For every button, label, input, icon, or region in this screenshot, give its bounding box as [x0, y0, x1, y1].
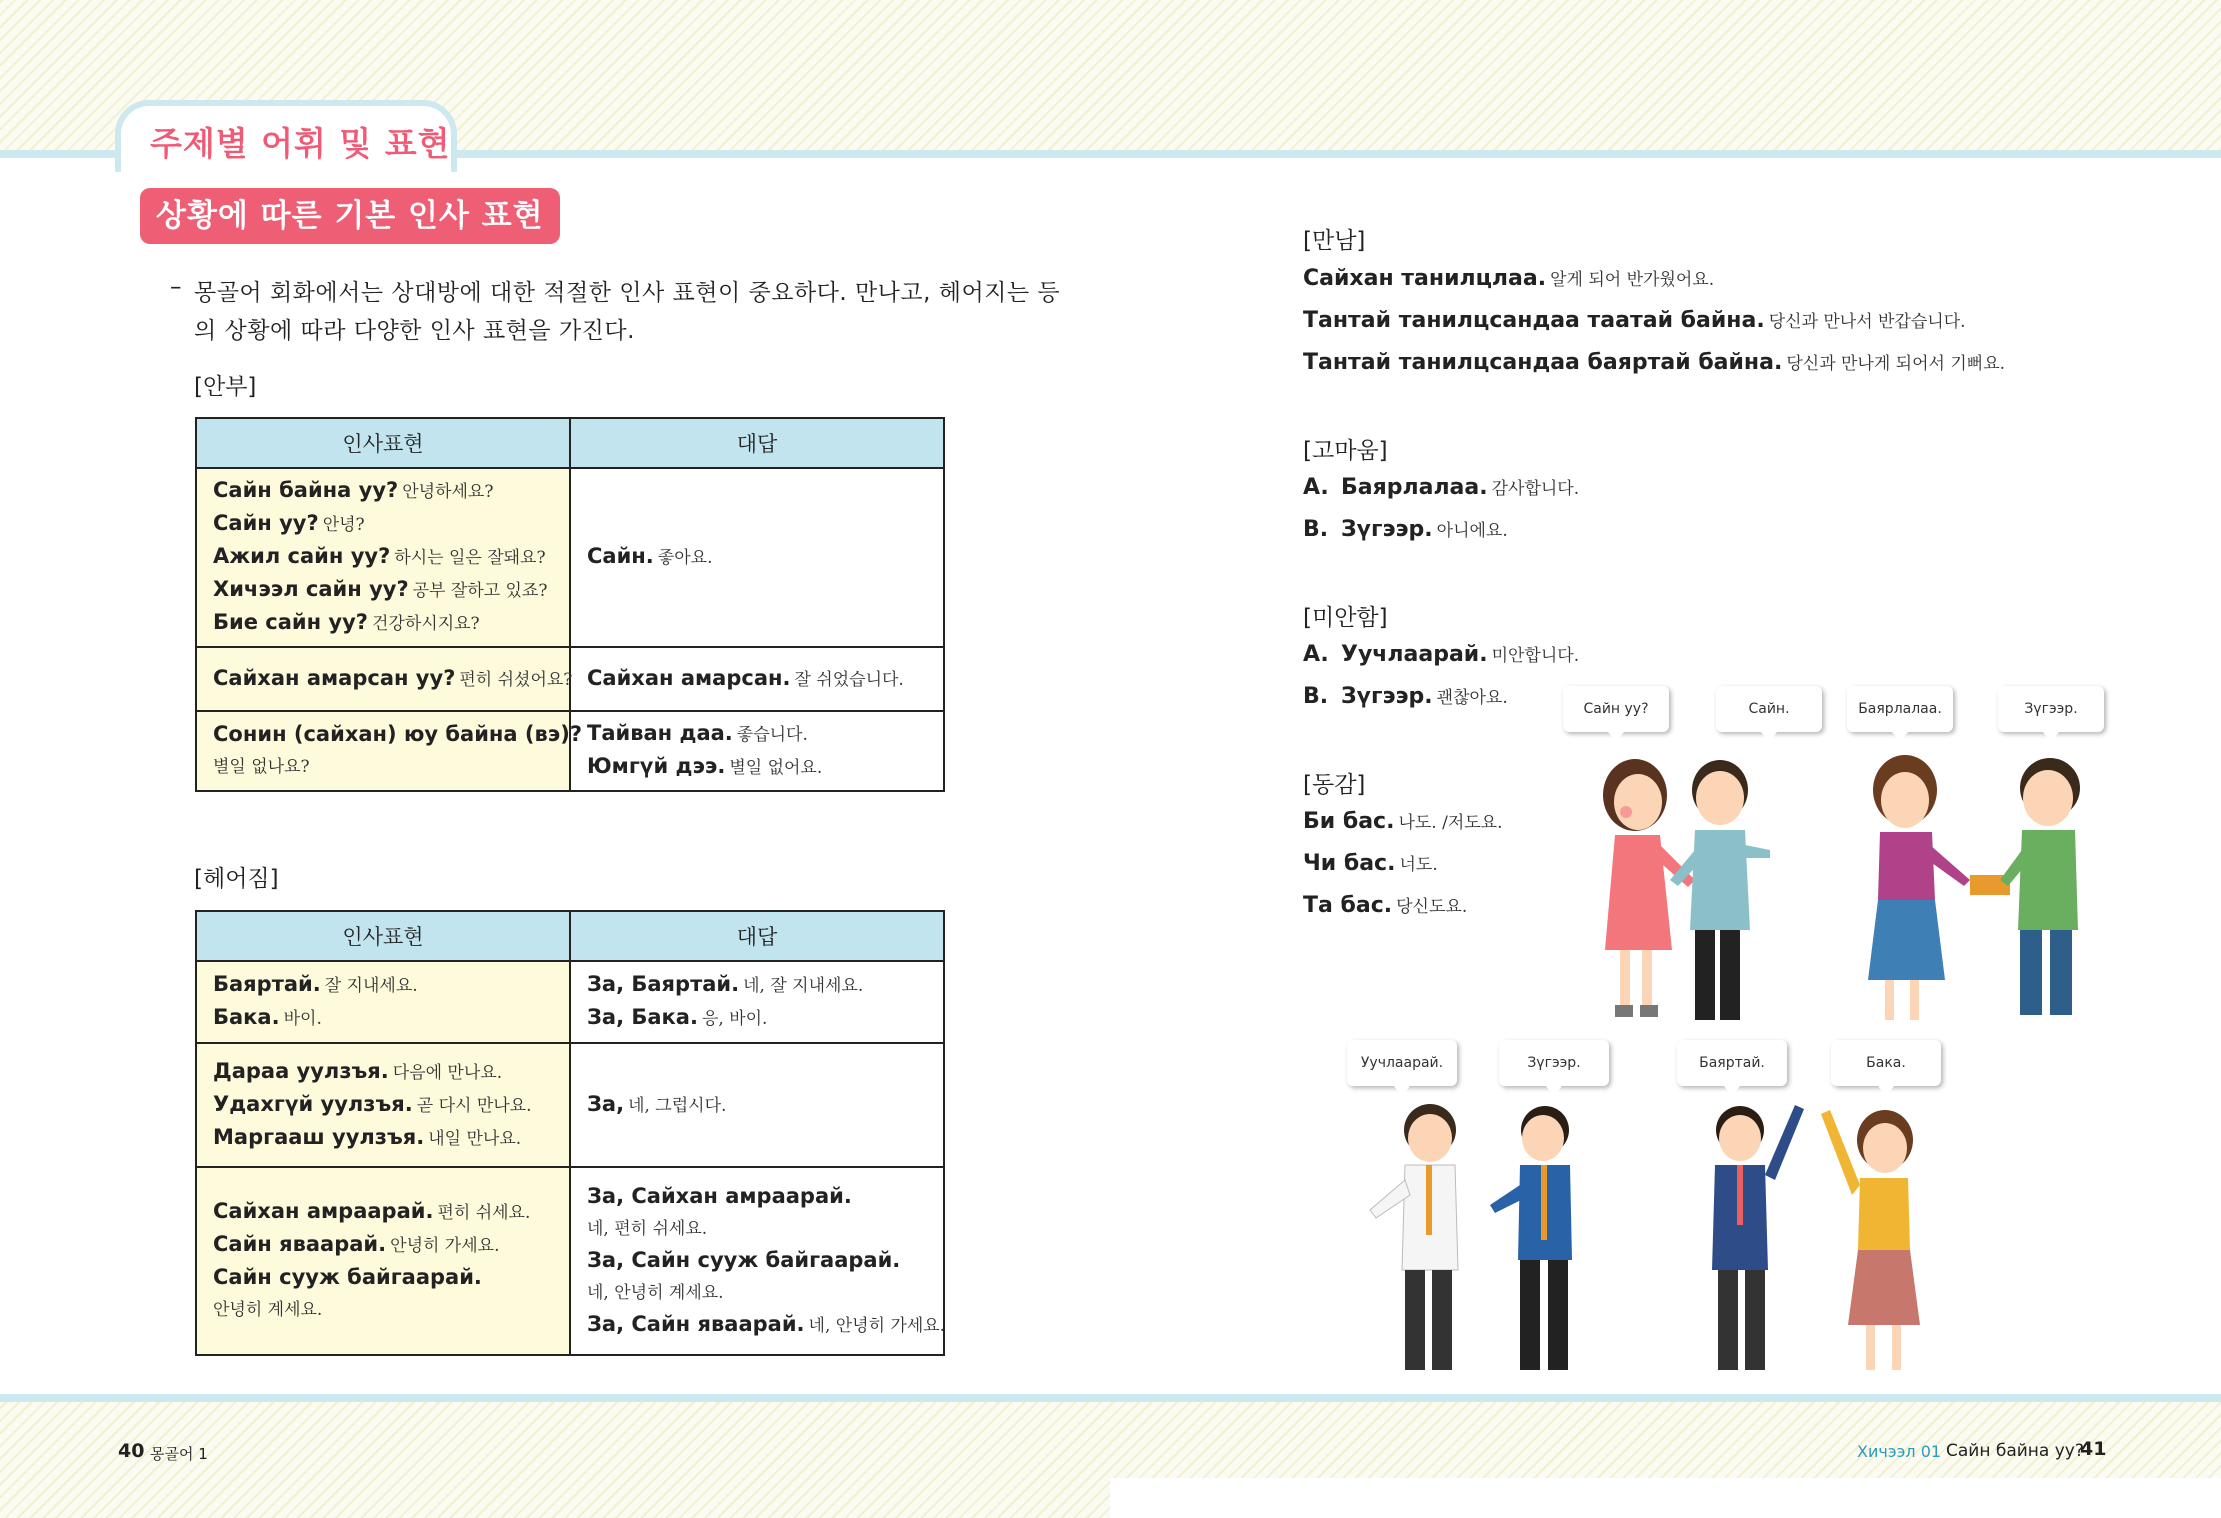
korean-text: 하시는 일은 잘돼요? [394, 548, 546, 568]
korean-text: 아니에요. [1436, 521, 1508, 541]
page-number-left: 40 [118, 1440, 145, 1462]
korean-text: 네, 그럽시다. [628, 1095, 727, 1116]
answer-cell [570, 468, 944, 647]
korean-text: 당신과 만나서 반갑습니다. [1768, 312, 1966, 332]
answer-cell [570, 961, 944, 1043]
mongolian-text: Та бас. [1303, 893, 1393, 918]
woman-yellow-top [1821, 1110, 1920, 1370]
man-white-shirt [1370, 1104, 1458, 1370]
expression-row [1303, 808, 1503, 834]
korean-text: 감사합니다. [1491, 479, 1580, 499]
mongolian-text: Дараа уулзъя. [213, 1058, 389, 1083]
mongolian-text: Юмгүй дээ. [587, 754, 726, 778]
mongolian-text: Уучлаарай. [1341, 642, 1488, 667]
expression-row [1303, 683, 1508, 709]
heeojim-label: [헤어짐] [194, 866, 279, 892]
mongolian-text: Бака. [213, 1005, 280, 1029]
expression-cell [196, 1043, 570, 1167]
korean-text: 안녕히 가세요. [390, 1236, 500, 1256]
expression-cell [196, 647, 573, 711]
expression-cell [196, 961, 570, 1043]
korean-text: 당신도요. [1396, 897, 1468, 917]
expression-row [1303, 641, 1579, 667]
mongolian-text: Сайхан амраарай. [213, 1199, 434, 1223]
answer-cell [570, 1167, 944, 1355]
mongolian-text: Удахгүй уулзъя. [213, 1091, 413, 1116]
korean-text: 바이. [283, 1009, 322, 1029]
mongolian-text: Зүгээр. [1341, 684, 1433, 709]
speech-bubble: Зүгээр. [1998, 686, 2104, 732]
mongolian-text: За, Бака. [587, 1005, 698, 1029]
speech-bubble: Бака. [1831, 1040, 1941, 1086]
section-title: 주제별 어휘 및 표현 [150, 124, 451, 163]
mongolian-text: Маргааш уулзъя. [213, 1124, 425, 1149]
speech-bubble: Зүгээр. [1499, 1040, 1609, 1086]
korean-text: 편히 쉬셨어요? [459, 669, 573, 690]
korean-text: 나도. /저도요. [1398, 813, 1503, 833]
woman-purple-top [1868, 755, 1970, 1020]
table-row [196, 647, 944, 711]
mongolian-text: Тантай танилцсандаа баяртай байна. [1303, 350, 1783, 375]
expression-row [1303, 474, 1579, 500]
mannam-label: [만남] [1303, 228, 1366, 254]
table-row [196, 961, 944, 1043]
korean-text: 잘 지내세요. [324, 976, 418, 996]
speaker-label: A. [1303, 475, 1329, 500]
anbu-table [195, 417, 945, 792]
book-title: 몽골어 1 [150, 1445, 208, 1463]
expression-cell [196, 468, 570, 647]
speaker-label: A. [1303, 642, 1329, 667]
table-header-row [196, 911, 944, 961]
speech-bubble: Сайн. [1716, 686, 1822, 732]
mongolian-text: Сайн байна уу? [213, 478, 399, 502]
mongolian-text: Тантай танилцсандаа таатай байна. [1303, 308, 1765, 333]
intro-line: 의 상황에 따라 다양한 인사 표현을 가진다. [194, 318, 635, 344]
page-edge [1110, 1478, 2221, 1518]
header-answer: 대답 [570, 911, 944, 961]
answer-cell [570, 711, 944, 791]
mianham-label: [미안함] [1303, 605, 1388, 631]
answer-cell [570, 647, 944, 711]
mongolian-text: Сайн. [587, 544, 654, 568]
mongolian-text: Сайхан амарсан уу? [213, 665, 456, 690]
korean-text: 알게 되어 반가웠어요. [1550, 270, 1715, 290]
page-number-right: 41 [2080, 1438, 2107, 1460]
mongolian-text: За, Баяртай. [587, 972, 740, 996]
answer-cell [570, 1043, 944, 1167]
table-row [196, 1167, 944, 1355]
korean-text: 건강하시지요? [372, 614, 480, 634]
korean-text: 안녕하세요? [402, 482, 494, 502]
korean-text: 잘 쉬었습니다. [794, 669, 904, 690]
korean-text: 미안합니다. [1491, 646, 1580, 666]
gomaum-label: [고마움] [1303, 438, 1388, 464]
mongolian-text: Сайн уу? [213, 511, 319, 535]
korean-text: 네, 안녕히 계세요. [587, 1282, 724, 1303]
expression-cell [196, 1167, 570, 1355]
korean-text: 안녕히 계세요. [213, 1300, 323, 1320]
anbu-label: [안부] [194, 374, 257, 400]
korean-text: 너도. [1399, 855, 1438, 875]
subsection-badge: 상황에 따른 기본 인사 표현 [140, 188, 560, 244]
korean-text: 별일 없어요. [729, 758, 823, 778]
speech-bubble: Уучлаарай. [1347, 1040, 1457, 1086]
woman-pink-dress [1603, 759, 1695, 1017]
korean-text: 내일 만나요. [428, 1128, 522, 1149]
table-row [196, 468, 944, 647]
heeojim-table [195, 910, 945, 1356]
mongolian-text: Зүгээр. [1341, 517, 1433, 542]
mongolian-text: Баяртай. [213, 972, 321, 996]
speaker-label: B. [1303, 684, 1329, 709]
bottom-divider [0, 1394, 2221, 1402]
korean-text: 네, 편히 쉬세요. [587, 1218, 708, 1239]
intro-line: 몽골어 회화에서는 상대방에 대한 적절한 인사 표현이 중요하다. 만나고, 헤어지는 등 [194, 280, 1061, 306]
mongolian-text: За, Сайн сууж байгаарай. [587, 1247, 901, 1272]
table-row [196, 711, 944, 791]
man-green-sweater [2000, 758, 2080, 1015]
korean-text: 별일 없나요? [213, 757, 310, 777]
mongolian-text: Сайхан амарсан. [587, 665, 791, 690]
expression-row [1303, 892, 1467, 918]
korean-text: 좋습니다. [736, 725, 808, 745]
table-row [196, 1043, 944, 1167]
mongolian-text: Чи бас. [1303, 851, 1396, 876]
korean-text: 곧 다시 만나요. [416, 1095, 532, 1116]
korean-text: 다음에 만나요. [392, 1062, 503, 1083]
table-header-row [196, 418, 944, 468]
expression-row [1303, 265, 1714, 291]
header-expression: 인사표현 [196, 418, 570, 468]
man-teal-sweater [1670, 760, 1770, 1020]
speech-bubble: Баярлалаа. [1847, 686, 1953, 732]
man-blue-shirt [1490, 1106, 1572, 1370]
man-blue-suit [1712, 1105, 1804, 1370]
header-expression: 인사표현 [196, 911, 570, 961]
lesson-title: Сайн байна уу? [1946, 1441, 2084, 1461]
korean-text: 네, 잘 지내세요. [743, 976, 864, 996]
speech-bubble: Сайн уу? [1563, 686, 1669, 732]
mongolian-text: За, Сайхан амраарай. [587, 1183, 852, 1208]
greeting-people-illustration [1560, 750, 2120, 1030]
farewell-people-illustration [1680, 1100, 2020, 1380]
expression-cell [196, 711, 583, 791]
expression-row [1303, 349, 2005, 375]
mongolian-text: Би бас. [1303, 809, 1395, 834]
donggam-label: [동감] [1303, 772, 1366, 798]
mongolian-text: Баярлалаа. [1341, 475, 1488, 500]
speaker-label: B. [1303, 517, 1329, 542]
header-answer: 대답 [570, 418, 944, 468]
mongolian-text: Сайн сууж байгаарай. [213, 1265, 482, 1289]
mongolian-text: Ажил сайн уу? [213, 544, 391, 568]
speech-bubble: Баяртай. [1677, 1040, 1787, 1086]
mongolian-text: За, Сайн яваарай. [587, 1311, 805, 1336]
mongolian-text: Тайван даа. [587, 721, 733, 745]
korean-text: 안녕? [322, 515, 365, 535]
lesson-label: Хичээл 01 [1857, 1442, 1942, 1461]
intro-dash: – [170, 274, 182, 300]
korean-text: 공부 잘하고 있죠? [412, 581, 548, 601]
mongolian-text: За, [587, 1091, 625, 1116]
expression-row [1303, 516, 1508, 542]
korean-text: 좋아요. [657, 548, 713, 568]
mongolian-text: Сонин (сайхан) юу байна (вэ)? [213, 722, 583, 746]
expression-row [1303, 850, 1438, 876]
mongolian-text: Сайхан танилцлаа. [1303, 266, 1547, 291]
korean-text: 편히 쉬세요. [437, 1203, 531, 1223]
korean-text: 응, 바이. [701, 1009, 768, 1029]
korean-text: 당신과 만나게 되어서 기뻐요. [1786, 354, 2006, 374]
mongolian-text: Сайн яваарай. [213, 1232, 387, 1256]
mongolian-text: Хичээл сайн уу? [213, 577, 409, 601]
korean-text: 괜찮아요. [1436, 688, 1508, 708]
expression-row [1303, 307, 1966, 333]
korean-text: 네, 안녕히 가세요. [808, 1315, 946, 1336]
mongolian-text: Бие сайн уу? [213, 610, 368, 634]
